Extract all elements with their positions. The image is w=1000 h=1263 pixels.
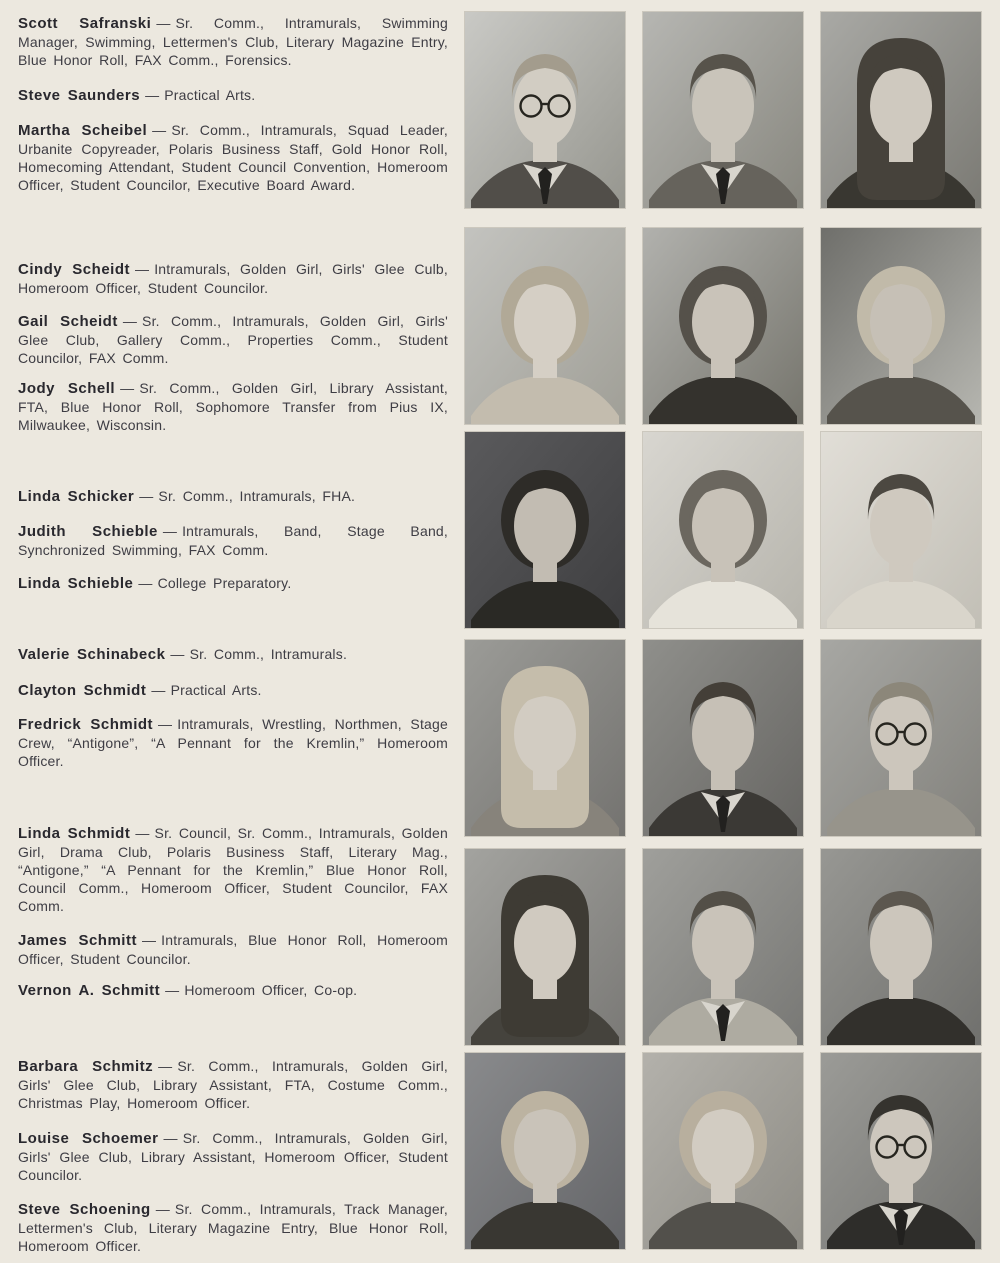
- dash-separator: —: [139, 488, 154, 504]
- student-activities: College Preparatory.: [157, 575, 292, 591]
- person-silhouette-icon: [465, 228, 625, 424]
- student-name: James Schmitt: [18, 932, 137, 949]
- dash-separator: —: [170, 646, 185, 662]
- yearbook-entry: [18, 715, 448, 770]
- dash-separator: —: [156, 15, 171, 31]
- person-silhouette-icon: [465, 849, 625, 1045]
- person-silhouette-icon: [821, 228, 981, 424]
- dash-separator: —: [165, 982, 180, 998]
- person-silhouette-icon: [643, 228, 803, 424]
- student-activities: Sr. Comm., Intramurals, FHA.: [158, 488, 356, 504]
- student-activities: Sr. Comm., Intramurals, Golden Girl, Girls' Glee Club, Gallery Comm., Properties Comm., Student Councilor, FAX Comm.: [18, 313, 448, 366]
- portrait-photo: [465, 432, 625, 628]
- dash-separator: —: [138, 575, 153, 591]
- yearbook-entry: [18, 379, 448, 434]
- student-activities: Intramurals, Band, Stage Band, Synchronized Swimming, FAX Comm.: [18, 523, 449, 558]
- yearbook-entry: [18, 86, 448, 105]
- yearbook-entry: [18, 681, 448, 700]
- student-name: Vernon A. Schmitt: [18, 982, 161, 999]
- dash-separator: —: [158, 1058, 173, 1074]
- student-name: Clayton Schmidt: [18, 682, 147, 699]
- portrait-photo: [643, 12, 803, 208]
- student-activities: Sr. Comm., Intramurals, Golden Girl, Girls' Glee Club, Library Assistant, Homeroom Officer, Student Councilor.: [18, 1130, 449, 1183]
- person-silhouette-icon: [465, 1053, 625, 1249]
- yearbook-entry: [18, 312, 448, 367]
- student-activities: Sr. Comm., Intramurals, Track Manager, Lettermen's Club, Literary Magazine Entry, Blue Honor Roll, Homeroom Officer.: [18, 1201, 448, 1254]
- student-activities: Intramurals, Wrestling, Northmen, Stage Crew, “Antigone”, “A Pennant for the Kremlin,” Homeroom Officer.: [18, 716, 448, 769]
- student-name: Barbara Schmitz: [18, 1058, 154, 1075]
- person-silhouette-icon: [465, 432, 625, 628]
- student-activities: Sr. Comm., Intramurals, Squad Leader, Urbanite Copyreader, Polaris Business Staff, Gold Honor Roll, Homecoming Attendant, Student Council Convention, Homeroom Officer, Student Councilor, Executive Board Award.: [18, 122, 448, 193]
- portrait-photo: [821, 1053, 981, 1249]
- yearbook-entry: [18, 1129, 448, 1184]
- portrait-photo: [465, 640, 625, 836]
- student-activities: Practical Arts.: [164, 87, 256, 103]
- dash-separator: —: [120, 380, 135, 396]
- student-name: Linda Schicker: [18, 488, 135, 505]
- student-name: Scott Safranski: [18, 15, 152, 32]
- portrait-photo: [643, 228, 803, 424]
- yearbook-entry: [18, 14, 448, 69]
- yearbook-entry: [18, 824, 448, 915]
- yearbook-entry: [18, 121, 448, 194]
- student-name: Fredrick Schmidt: [18, 716, 154, 733]
- student-name: Louise Schoemer: [18, 1130, 159, 1147]
- person-silhouette-icon: [821, 1053, 981, 1249]
- portrait-photo: [821, 640, 981, 836]
- student-activities: Sr. Comm., Golden Girl, Library Assistant, FTA, Blue Honor Roll, Sophomore Transfer from Pius IX, Milwaukee, Wisconsin.: [18, 380, 448, 433]
- student-name: Cindy Scheidt: [18, 261, 130, 278]
- dash-separator: —: [155, 1201, 170, 1217]
- yearbook-entry: [18, 981, 448, 1000]
- portrait-photo: [643, 1053, 803, 1249]
- portrait-photo: [643, 432, 803, 628]
- student-activities: Sr. Comm., Intramurals, Golden Girl, Girls' Glee Club, Library Assistant, FTA, Costume Comm., Christmas Play, Homeroom Officer.: [18, 1058, 448, 1111]
- student-activities: Intramurals, Golden Girl, Girls' Glee Culb, Homeroom Officer, Student Councilor.: [18, 261, 448, 296]
- person-silhouette-icon: [643, 849, 803, 1045]
- portrait-photo: [821, 432, 981, 628]
- person-silhouette-icon: [821, 12, 981, 208]
- person-silhouette-icon: [821, 849, 981, 1045]
- portrait-photo: [821, 12, 981, 208]
- portrait-photo: [821, 849, 981, 1045]
- portrait-photo: [643, 640, 803, 836]
- student-name: Gail Scheidt: [18, 313, 118, 330]
- dash-separator: —: [158, 716, 173, 732]
- yearbook-entry: [18, 522, 448, 559]
- person-silhouette-icon: [465, 12, 625, 208]
- yearbook-entry: [18, 260, 448, 297]
- yearbook-entry: [18, 1200, 448, 1255]
- person-silhouette-icon: [643, 1053, 803, 1249]
- yearbook-entry: [18, 645, 448, 664]
- student-activities: Homeroom Officer, Co-op.: [184, 982, 358, 998]
- person-silhouette-icon: [821, 432, 981, 628]
- student-activities: Sr. Comm., Intramurals, Swimming Manager, Swimming, Lettermen's Club, Literary Magazine Entry, Blue Honor Roll, FAX Comm., Forensics.: [18, 15, 448, 68]
- portrait-photo: [465, 1053, 625, 1249]
- portrait-photo: [465, 228, 625, 424]
- person-silhouette-icon: [643, 640, 803, 836]
- dash-separator: —: [163, 1130, 178, 1146]
- yearbook-entry: [18, 574, 448, 593]
- dash-separator: —: [162, 523, 178, 539]
- portrait-photo: [821, 228, 981, 424]
- dash-separator: —: [152, 122, 167, 138]
- dash-separator: —: [122, 313, 138, 329]
- student-name: Steve Saunders: [18, 87, 141, 104]
- student-name: Judith Schieble: [18, 523, 158, 540]
- student-name: Linda Schieble: [18, 575, 134, 592]
- student-name: Martha Scheibel: [18, 122, 148, 139]
- student-name: Valerie Schinabeck: [18, 646, 166, 663]
- student-activities: Sr. Council, Sr. Comm., Intramurals, Golden Girl, Drama Club, Polaris Business Staff, Literary Mag., “Antigone,” “A Pennant for the Kremlin,” Blue Honor Roll, Council Comm., Homeroom Officer, Student Councilor, FAX Comm.: [18, 825, 448, 914]
- dash-separator: —: [141, 932, 157, 948]
- student-name: Linda Schmidt: [18, 825, 131, 842]
- student-name: Steve Schoening: [18, 1201, 151, 1218]
- person-silhouette-icon: [465, 640, 625, 836]
- yearbook-entry: [18, 487, 448, 506]
- dash-separator: —: [134, 261, 150, 277]
- person-silhouette-icon: [821, 640, 981, 836]
- portrait-photo: [643, 849, 803, 1045]
- dash-separator: —: [151, 682, 166, 698]
- yearbook-entry: [18, 931, 448, 968]
- portrait-photo: [465, 849, 625, 1045]
- person-silhouette-icon: [643, 12, 803, 208]
- dash-separator: —: [145, 87, 160, 103]
- student-activities: Intramurals, Blue Honor Roll, Homeroom Officer, Student Councilor.: [18, 932, 448, 967]
- dash-separator: —: [135, 825, 150, 841]
- yearbook-entry: [18, 1057, 448, 1112]
- student-activities: Sr. Comm., Intramurals.: [189, 646, 348, 662]
- student-name: Jody Schell: [18, 380, 116, 397]
- person-silhouette-icon: [643, 432, 803, 628]
- student-activities: Practical Arts.: [170, 682, 262, 698]
- portrait-photo: [465, 12, 625, 208]
